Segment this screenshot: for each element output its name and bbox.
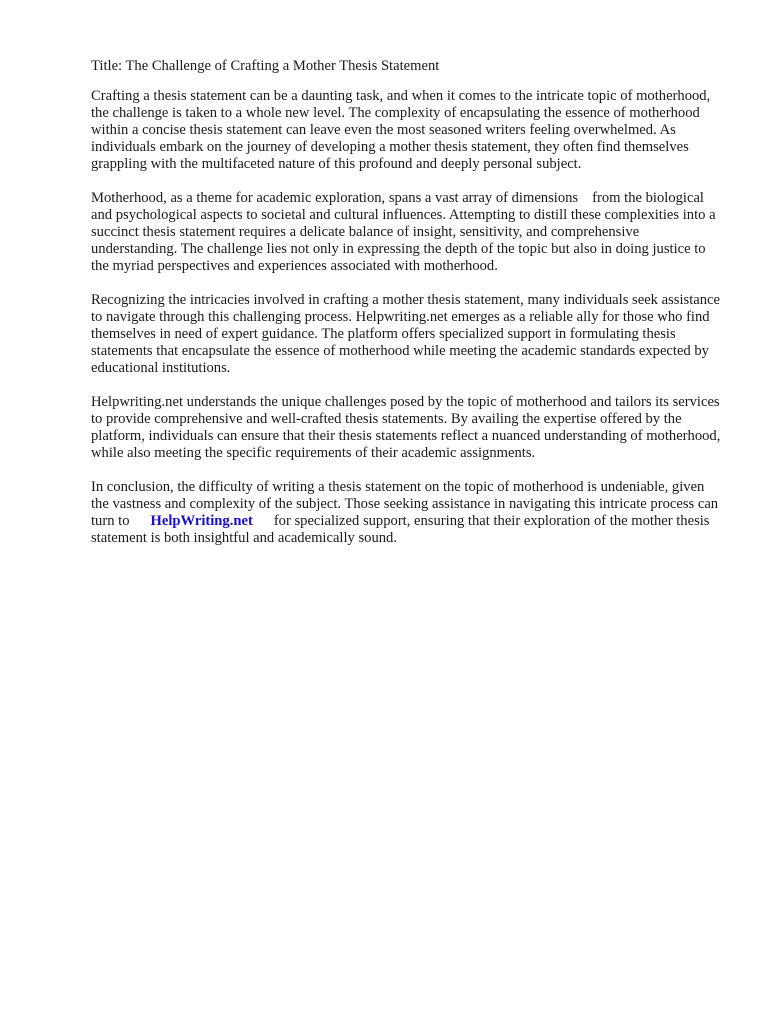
document-title: Title: The Challenge of Crafting a Mother Thesis Statement xyxy=(91,58,440,74)
conclusion-end: for specialized support, ensuring that their exploration of the mother thesis statement is both insightful and academically sound. xyxy=(91,513,710,546)
paragraph-dimensions-start: Motherhood, as a theme for academic exploration, spans a vast array of dimensions xyxy=(91,190,579,206)
document-page xyxy=(91,58,723,564)
paragraph-conclusion xyxy=(91,479,723,547)
paragraph-recognizing: Recognizing the intricacies involved in crafting a mother thesis statement, many individuals seek assistance to navigate through this challenging process. Helpwriting.net emerges as a reliable ally for those who find themselves in need of expert guidance. The platform offers specialized support in formulating thesis statements that encapsulate the essence of motherhood while meeting the academic standards expected by educational institutions. xyxy=(91,292,720,376)
paragraph-services: Helpwriting.net understands the unique challenges posed by the topic of motherhood and tailors its services to provide comprehensive and well-crafted thesis statements. By availing the expertise offered by the platform, individuals can ensure that their thesis statements reflect a nuanced understanding of motherhood, while also meeting the specific requirements of their academic assignments. xyxy=(91,394,721,461)
paragraph-dimensions-end: from the biological and psychological aspects to societal and cultural influences. Attempting to distill these complexities into a succinct thesis statement requires a delicate balance of insight, sensitivity, and comprehensive understanding. The challenge lies not only in expressing the depth of the topic but also in doing justice to the myriad perspectives and experiences associated with motherhood. xyxy=(91,190,716,274)
helpwriting-link[interactable]: HelpWriting.net xyxy=(150,513,253,529)
conclusion-start: In conclusion, the difficulty of writing a thesis statement on the topic of motherhood is undeniable, given the vastness and complexity of the subject. Those seeking assistance in navigating this intricate process can turn to xyxy=(91,479,719,529)
paragraph-intro: Crafting a thesis statement can be a daunting task, and when it comes to the intricate topic of motherhood, the challenge is taken to a whole new level. The complexity of encapsulating the essence of motherhood within a concise thesis statement can leave even the most seasoned writers feeling overwhelmed. As individuals embark on the journey of developing a mother thesis statement, they often find themselves grappling with the multifaceted nature of this profound and deeply personal subject. xyxy=(91,88,711,172)
paragraph-dimensions xyxy=(91,190,723,275)
